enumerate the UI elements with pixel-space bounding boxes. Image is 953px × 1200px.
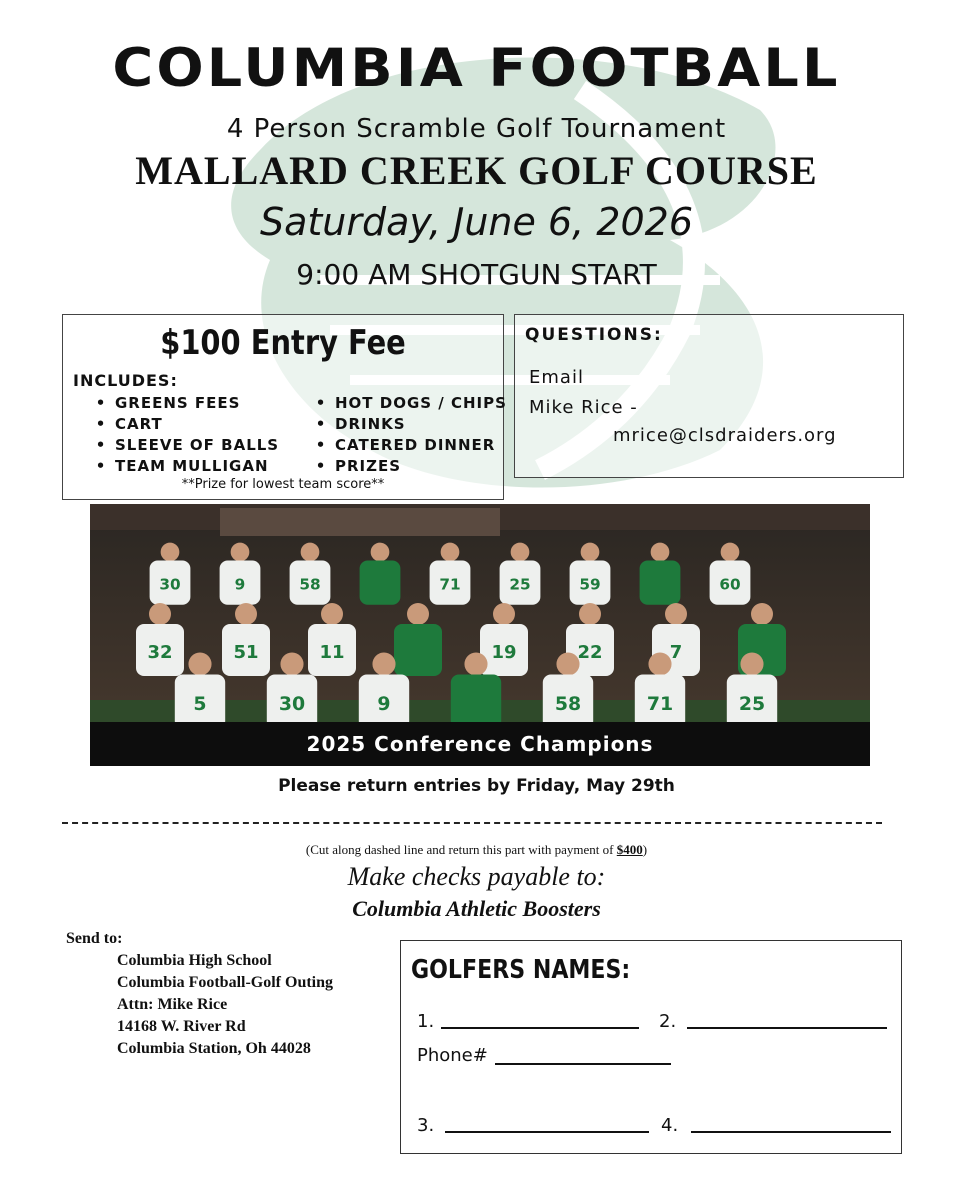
jersey-number: 25 <box>509 575 531 594</box>
email-label: Email <box>529 367 584 388</box>
jersey-number: 5 <box>193 693 207 716</box>
contact-email-link[interactable]: mrice@clsdraiders.org <box>613 425 837 446</box>
payment-amount: $400 <box>616 842 643 857</box>
address-line: Columbia Football-Golf Outing <box>117 974 334 991</box>
jersey-number: 51 <box>233 642 259 663</box>
send-to-label: Send to: <box>66 930 123 947</box>
return-deadline: Please return entries by Friday, May 29th <box>278 776 675 796</box>
list-item: • DRINKS <box>307 414 507 435</box>
jersey-number: 7 <box>669 642 683 663</box>
jersey-number: 11 <box>319 642 345 663</box>
golfer-2-field[interactable] <box>687 1027 887 1029</box>
jersey-number: 30 <box>159 575 181 594</box>
jersey-number: 9 <box>377 693 391 716</box>
prize-note: **Prize for lowest team score** <box>181 477 385 492</box>
golfer-2-label: 2. <box>659 1011 677 1032</box>
jersey-number: 25 <box>738 693 766 716</box>
golfer-1-label: 1. <box>417 1011 435 1032</box>
questions-box <box>514 314 904 478</box>
address-line: Attn: Mike Rice <box>117 996 228 1013</box>
jersey-number: 71 <box>646 693 674 716</box>
list-item: • CART <box>87 414 279 435</box>
photo-caption: 2025 Conference Champions <box>90 722 870 766</box>
tournament-subtitle: 4 Person Scramble Golf Tournament <box>226 114 727 144</box>
page-title: COLUMBIA FOOTBALL <box>112 38 841 99</box>
jersey-number: 60 <box>719 575 741 594</box>
golfer-4-field[interactable] <box>691 1131 891 1133</box>
list-item: • GREENS FEES <box>87 393 279 414</box>
jersey-number: 58 <box>299 575 321 594</box>
cut-close: ) <box>642 842 648 857</box>
contact-name: Mike Rice - <box>529 397 638 418</box>
list-item: • SLEEVE OF BALLS <box>87 435 279 456</box>
event-date: Saturday, June 6, 2026 <box>260 200 693 244</box>
jersey-number: 19 <box>491 642 517 663</box>
checks-payable-label: Make checks payable to: <box>347 862 606 891</box>
payee-name: Columbia Athletic Boosters <box>352 896 601 921</box>
cut-text: (Cut along dashed line and return this part with payment of <box>305 842 614 857</box>
jersey-number: 32 <box>147 642 173 663</box>
entry-fee-title: $100 Entry Fee <box>160 323 406 363</box>
address-line: Columbia Station, Oh 44028 <box>117 1040 311 1057</box>
questions-title: QUESTIONS: <box>525 325 663 345</box>
jersey-number: 58 <box>554 693 582 716</box>
golfer-4-label: 4. <box>661 1115 679 1136</box>
cut-instructions <box>0 842 953 858</box>
start-time: 9:00 AM SHOTGUN START <box>296 258 657 291</box>
golfer-3-field[interactable] <box>445 1131 649 1133</box>
list-item: • PRIZES <box>307 456 507 477</box>
cut-line <box>62 822 882 824</box>
entry-fee-box <box>62 314 507 500</box>
course-name: MALLARD CREEK GOLF COURSE <box>135 148 818 193</box>
list-item: • TEAM MULLIGAN <box>87 456 279 477</box>
jersey-number: 9 <box>234 575 246 594</box>
includes-label: INCLUDES: <box>73 371 178 390</box>
golfers-title: GOLFERS NAMES: <box>411 955 631 985</box>
jersey-number: 22 <box>577 642 603 663</box>
list-item: • CATERED DINNER <box>307 435 507 456</box>
phone-field[interactable] <box>495 1063 671 1065</box>
mailing-address <box>117 950 333 1060</box>
jersey-number: 71 <box>439 575 461 594</box>
includes-list-right <box>307 393 507 477</box>
address-line: Columbia High School <box>117 952 272 969</box>
includes-list-left <box>87 393 279 477</box>
golfer-3-label: 3. <box>417 1115 435 1136</box>
golfer-1-field[interactable] <box>441 1027 639 1029</box>
jersey-number: 59 <box>579 575 601 594</box>
list-item: • HOT DOGS / CHIPS <box>307 393 507 414</box>
phone-label: Phone# <box>417 1045 488 1066</box>
address-line: 14168 W. River Rd <box>117 1018 246 1035</box>
golfers-form <box>400 940 902 1154</box>
jersey-number: 30 <box>278 693 306 716</box>
